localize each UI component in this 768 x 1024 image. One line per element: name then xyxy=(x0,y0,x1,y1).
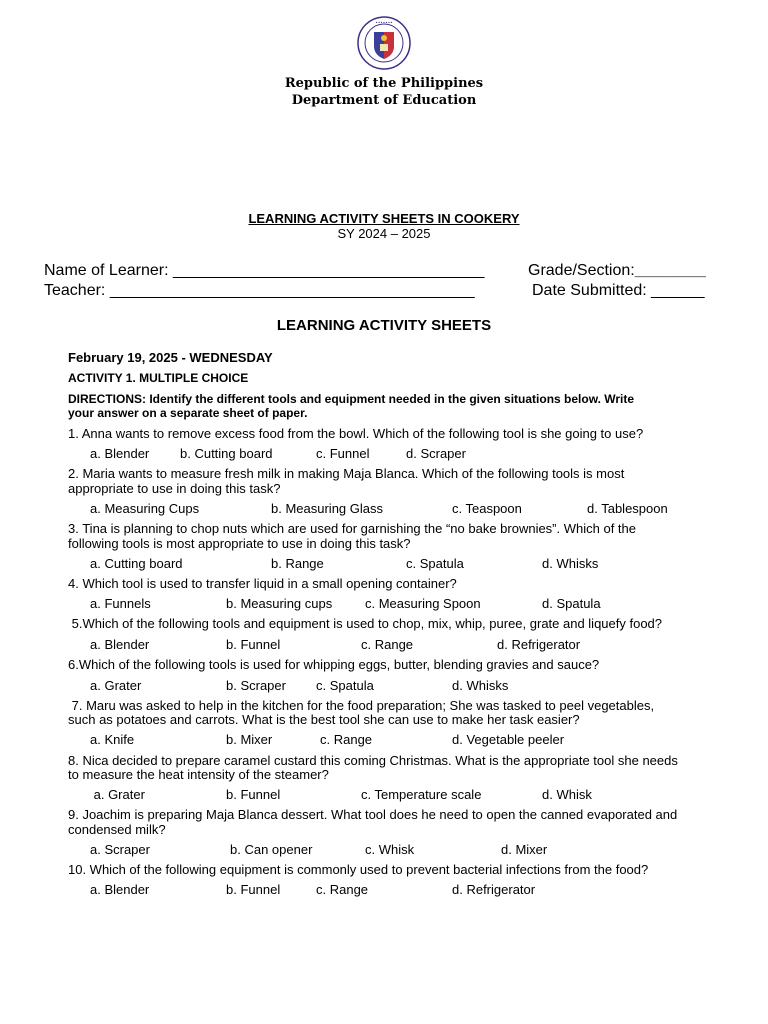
q4-option-d: d. Spatula xyxy=(542,596,601,611)
q4-option-b: b. Measuring cups xyxy=(226,596,333,611)
q7-option-c: c. Range xyxy=(320,732,373,747)
q1-option-d: d. Scraper xyxy=(406,446,466,461)
q2-option-b: b. Measuring Glass xyxy=(271,501,383,516)
q4-option-c: c. Measuring Spoon xyxy=(365,596,481,611)
directions-line-1: DIRECTIONS: Identify the different tools and equipment needed in the given situations below. Write xyxy=(68,392,635,406)
section-subtitle: LEARNING ACTIVITY SHEETS xyxy=(276,317,492,334)
q10-option-d: d. Refrigerator xyxy=(452,882,536,897)
q9-option-b: b. Can opener xyxy=(230,842,313,857)
q3-option-d: d. Whisks xyxy=(542,556,599,571)
q9-option-a: a. Scraper xyxy=(90,842,150,857)
q2-option-c: c. Teaspoon xyxy=(452,501,522,516)
q6-option-c: c. Spatula xyxy=(316,678,374,693)
q10-option-c: c. Range xyxy=(316,882,369,897)
school-year: SY 2024 – 2025 xyxy=(337,226,431,241)
question-10: 10. Which of the following equipment is commonly used to prevent bacterial infections from the food? xyxy=(68,862,649,877)
question-2-line-1: 2. Maria wants to measure fresh milk in making Maja Blanca. Which of the following tools is most xyxy=(68,466,625,481)
q7-option-b: b. Mixer xyxy=(226,732,273,747)
name-of-learner-field[interactable]: Name of Learner: ___________________________________ xyxy=(44,262,485,279)
q5-option-a: a. Blender xyxy=(90,637,150,652)
q1-option-a: a. Blender xyxy=(90,446,150,461)
question-7-line-2: such as potatoes and carrots. What is the best tool she can use to make her task easier? xyxy=(68,712,580,727)
question-4: 4. Which tool is used to transfer liquid in a small opening container? xyxy=(68,576,457,591)
question-3-line-2: following tools is most appropriate to use in doing this task? xyxy=(68,536,411,551)
q8-option-c: c. Temperature scale xyxy=(361,787,482,802)
q2-option-a: a. Measuring Cups xyxy=(90,501,200,516)
q8-option-d: d. Whisk xyxy=(542,787,592,802)
q4-option-a: a. Funnels xyxy=(90,596,151,611)
question-9-line-2: condensed milk? xyxy=(68,822,166,837)
activity-heading: ACTIVITY 1. MULTIPLE CHOICE xyxy=(68,371,249,385)
svg-text:•••••••: ••••••• xyxy=(375,20,393,25)
question-8-line-2: to measure the heat intensity of the steamer? xyxy=(68,767,329,782)
q5-option-d: d. Refrigerator xyxy=(497,637,581,652)
date-submitted-field[interactable]: Date Submitted: ______ xyxy=(532,282,705,299)
deped-seal-icon xyxy=(357,16,411,70)
q9-option-c: c. Whisk xyxy=(365,842,415,857)
grade-section-field[interactable] xyxy=(528,262,706,280)
directions-line-2: your answer on a separate sheet of paper. xyxy=(68,406,308,420)
q5-option-c: c. Range xyxy=(361,637,414,652)
q9-option-d: d. Mixer xyxy=(501,842,548,857)
question-8-line-1: 8. Nica decided to prepare caramel custard this coming Christmas. What is the appropriate tool she needs xyxy=(68,753,678,768)
grade-section-label: Grade/Section: xyxy=(528,262,635,279)
q10-option-b: b. Funnel xyxy=(226,882,281,897)
q6-option-b: b. Scraper xyxy=(226,678,286,693)
q8-option-a: a. Grater xyxy=(90,787,145,802)
question-7-line-1: 7. Maru was asked to help in the kitchen for the food preparation; She was tasked to peel vegetables, xyxy=(68,698,655,713)
q6-option-d: d. Whisks xyxy=(452,678,509,693)
department-heading: Department of Education xyxy=(291,93,477,108)
q2-option-d: d. Tablespoon xyxy=(587,501,668,516)
q6-option-a: a. Grater xyxy=(90,678,142,693)
q7-option-a: a. Knife xyxy=(90,732,135,747)
question-6: 6.Which of the following tools is used for whipping eggs, butter, blending gravies and sauce? xyxy=(68,657,600,672)
q3-option-a: a. Cutting board xyxy=(90,556,183,571)
question-3-line-1: 3. Tina is planning to chop nuts which are used for garnishing the “no bake brownies”. Which of the xyxy=(68,521,636,536)
question-1: 1. Anna wants to remove excess food from the bowl. Which of the following tool is she going to use? xyxy=(68,426,644,441)
q3-option-b: b. Range xyxy=(271,556,324,571)
q1-option-b: b. Cutting board xyxy=(180,446,273,461)
q7-option-d: d. Vegetable peeler xyxy=(452,732,565,747)
teacher-field[interactable]: Teacher: _________________________________________ xyxy=(44,282,475,299)
question-2-line-2: appropriate to use in doing this task? xyxy=(68,481,281,496)
q8-option-b: b. Funnel xyxy=(226,787,281,802)
sheet-title xyxy=(0,211,768,226)
q1-option-c: c. Funnel xyxy=(316,446,370,461)
grade-section-blank: ________ xyxy=(634,262,706,279)
q10-option-a: a. Blender xyxy=(90,882,150,897)
sheet-title-text: LEARNING ACTIVITY SHEETS IN COOKERY xyxy=(248,211,520,226)
republic-heading: Republic of the Philippines xyxy=(284,76,484,91)
q5-option-b: b. Funnel xyxy=(226,637,281,652)
question-9-line-1: 9. Joachim is preparing Maja Blanca dessert. What tool does he need to open the canned evaporated and xyxy=(68,807,678,822)
question-5: 5.Which of the following tools and equipment is used to chop, mix, whip, puree, grate and liquefy food? xyxy=(68,616,663,631)
date-line: February 19, 2025 - WEDNESDAY xyxy=(68,350,273,365)
q3-option-c: c. Spatula xyxy=(406,556,464,571)
